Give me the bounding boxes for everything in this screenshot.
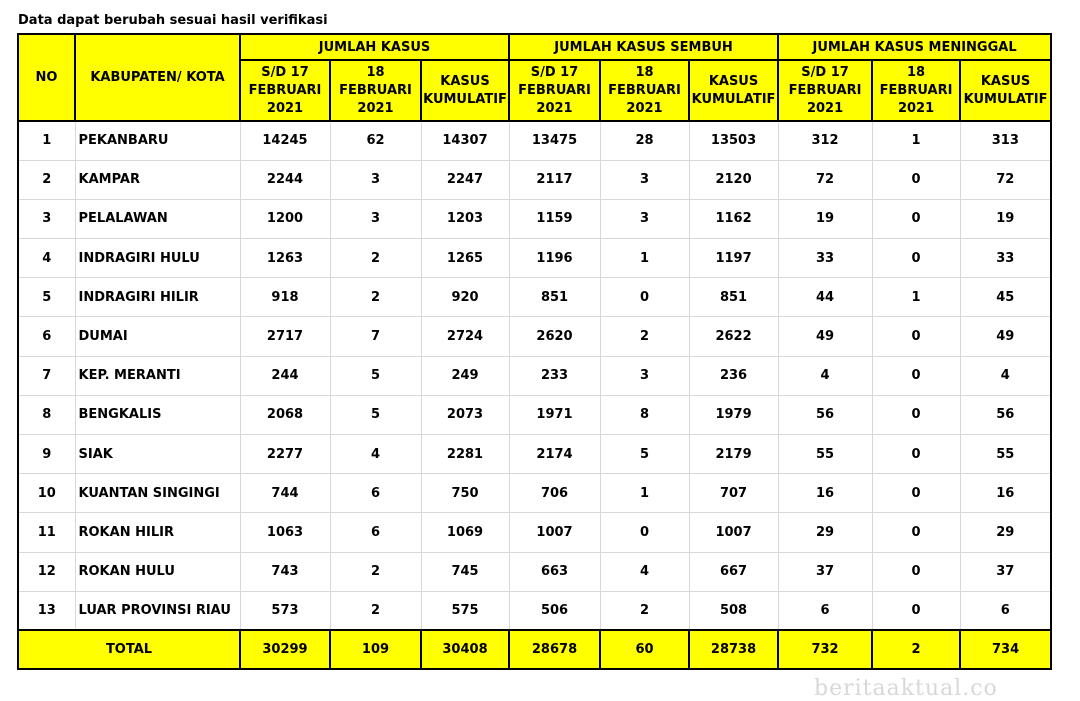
cell-value: 4 — [960, 356, 1051, 395]
cell-value: 1007 — [509, 513, 600, 552]
cell-value: 3 — [330, 199, 421, 238]
row-number: 13 — [18, 591, 75, 630]
region-name: INDRAGIRI HULU — [75, 239, 240, 278]
cell-value: 1007 — [689, 513, 778, 552]
table-header — [18, 34, 1051, 121]
table-row — [18, 160, 1051, 199]
cell-value: 0 — [872, 239, 960, 278]
cell-value: 0 — [872, 199, 960, 238]
cell-value: 236 — [689, 356, 778, 395]
table-row — [18, 395, 1051, 434]
row-number: 1 — [18, 121, 75, 160]
subheader-line: KUMULATIF — [423, 91, 507, 107]
subheader-meninggal-kumulatif — [960, 60, 1051, 121]
cell-value: 2 — [330, 239, 421, 278]
subheader-line: 2021 — [357, 100, 394, 116]
cell-value: 663 — [509, 552, 600, 591]
cell-value: 0 — [872, 591, 960, 630]
cell-value: 312 — [778, 121, 872, 160]
total-value: 28738 — [689, 630, 778, 669]
subheader-kasus-kumulatif — [421, 60, 509, 121]
subheader-sembuh-kumulatif — [689, 60, 778, 121]
cell-value: 313 — [960, 121, 1051, 160]
cell-value: 0 — [872, 160, 960, 199]
table-row — [18, 278, 1051, 317]
table-row — [18, 591, 1051, 630]
cell-value: 8 — [600, 395, 689, 434]
cell-value: 29 — [960, 513, 1051, 552]
cell-value: 16 — [778, 474, 872, 513]
cell-value: 0 — [872, 474, 960, 513]
cell-value: 14245 — [240, 121, 330, 160]
cell-value: 920 — [421, 278, 509, 317]
cell-value: 2724 — [421, 317, 509, 356]
subheader-line: FEBRUARI — [788, 82, 862, 98]
cell-value: 13503 — [689, 121, 778, 160]
table-row — [18, 552, 1051, 591]
cell-value: 6 — [330, 513, 421, 552]
subheader-meninggal-feb18 — [872, 60, 960, 121]
cell-value: 2244 — [240, 160, 330, 199]
cell-value: 2120 — [689, 160, 778, 199]
row-number: 9 — [18, 435, 75, 474]
cell-value: 0 — [872, 552, 960, 591]
table-row — [18, 435, 1051, 474]
subheader-line: KUMULATIF — [691, 91, 776, 107]
table-row — [18, 317, 1051, 356]
subheader-line: 18 — [907, 64, 926, 80]
cell-value: 5 — [330, 395, 421, 434]
cell-value: 55 — [778, 435, 872, 474]
cell-value: 49 — [960, 317, 1051, 356]
table-row — [18, 121, 1051, 160]
subheader-line: 2021 — [536, 100, 573, 116]
total-value: 2 — [872, 630, 960, 669]
cell-value: 851 — [509, 278, 600, 317]
subheader-line: KASUS — [440, 73, 490, 89]
cell-value: 4 — [778, 356, 872, 395]
cell-value: 743 — [240, 552, 330, 591]
cell-value: 1162 — [689, 199, 778, 238]
header-jumlah-kasus-meninggal: JUMLAH KASUS MENINGGAL — [778, 34, 1051, 60]
cell-value: 0 — [872, 513, 960, 552]
header-jumlah-kasus-sembuh: JUMLAH KASUS SEMBUH — [509, 34, 778, 60]
table-row — [18, 513, 1051, 552]
cell-value: 6 — [960, 591, 1051, 630]
cell-value: 0 — [872, 395, 960, 434]
cell-value: 0 — [872, 317, 960, 356]
cell-value: 1200 — [240, 199, 330, 238]
row-number: 5 — [18, 278, 75, 317]
header-kabupaten: KABUPATEN/ KOTA — [75, 34, 240, 121]
cell-value: 1196 — [509, 239, 600, 278]
cell-value: 5 — [600, 435, 689, 474]
cell-value: 851 — [689, 278, 778, 317]
cell-value: 1069 — [421, 513, 509, 552]
subheader-line: FEBRUARI — [879, 82, 953, 98]
cell-value: 45 — [960, 278, 1051, 317]
table-row — [18, 474, 1051, 513]
subheader-line: KASUS — [708, 73, 759, 89]
row-number: 10 — [18, 474, 75, 513]
cell-value: 6 — [330, 474, 421, 513]
row-number: 2 — [18, 160, 75, 199]
cell-value: 1 — [600, 474, 689, 513]
subheader-line: S/D 17 — [530, 64, 579, 80]
cell-value: 918 — [240, 278, 330, 317]
cell-value: 2068 — [240, 395, 330, 434]
region-name: DUMAI — [75, 317, 240, 356]
cell-value: 1971 — [509, 395, 600, 434]
subheader-line: KASUS — [980, 73, 1031, 89]
header-no: NO — [18, 34, 75, 121]
cell-value: 3 — [600, 160, 689, 199]
total-value: 734 — [960, 630, 1051, 669]
cell-value: 2277 — [240, 435, 330, 474]
cell-value: 2620 — [509, 317, 600, 356]
table-row — [18, 239, 1051, 278]
cell-value: 3 — [600, 356, 689, 395]
subheader-line: 2021 — [626, 100, 663, 116]
region-name: ROKAN HILIR — [75, 513, 240, 552]
cell-value: 249 — [421, 356, 509, 395]
cell-value: 1159 — [509, 199, 600, 238]
cell-value: 508 — [689, 591, 778, 630]
cell-value: 49 — [778, 317, 872, 356]
region-name: PELALAWAN — [75, 199, 240, 238]
cell-value: 1979 — [689, 395, 778, 434]
total-value: 30299 — [240, 630, 330, 669]
subheader-meninggal-sd17 — [778, 60, 872, 121]
subheader-line: 2021 — [266, 100, 304, 116]
cell-value: 573 — [240, 591, 330, 630]
cell-value: 4 — [600, 552, 689, 591]
region-name: BENGKALIS — [75, 395, 240, 434]
row-number: 6 — [18, 317, 75, 356]
cell-value: 2174 — [509, 435, 600, 474]
total-value: 30408 — [421, 630, 509, 669]
cell-value: 19 — [778, 199, 872, 238]
cell-value: 2281 — [421, 435, 509, 474]
cell-value: 19 — [960, 199, 1051, 238]
subheader-line: KUMULATIF — [963, 91, 1048, 107]
cell-value: 1 — [872, 121, 960, 160]
subheader-line: FEBRUARI — [608, 82, 681, 98]
cell-value: 44 — [778, 278, 872, 317]
cell-value: 72 — [960, 160, 1051, 199]
cell-value: 745 — [421, 552, 509, 591]
cell-value: 28 — [600, 121, 689, 160]
region-name: PEKANBARU — [75, 121, 240, 160]
cell-value: 744 — [240, 474, 330, 513]
region-name: LUAR PROVINSI RIAU — [75, 591, 240, 630]
row-number: 12 — [18, 552, 75, 591]
region-name: KUANTAN SINGINGI — [75, 474, 240, 513]
cell-value: 2 — [330, 591, 421, 630]
cell-value: 667 — [689, 552, 778, 591]
row-number: 4 — [18, 239, 75, 278]
cell-value: 55 — [960, 435, 1051, 474]
cell-value: 233 — [509, 356, 600, 395]
cell-value: 244 — [240, 356, 330, 395]
cell-value: 2117 — [509, 160, 600, 199]
row-number: 8 — [18, 395, 75, 434]
cell-value: 1265 — [421, 239, 509, 278]
cell-value: 0 — [600, 278, 689, 317]
total-row — [18, 630, 1051, 669]
cell-value: 2 — [330, 278, 421, 317]
cell-value: 33 — [778, 239, 872, 278]
cell-value: 0 — [600, 513, 689, 552]
cell-value: 3 — [600, 199, 689, 238]
cell-value: 4 — [330, 435, 421, 474]
cell-value: 72 — [778, 160, 872, 199]
cell-value: 2717 — [240, 317, 330, 356]
subheader-kasus-sd17 — [240, 60, 330, 121]
cell-value: 13475 — [509, 121, 600, 160]
cell-value: 1203 — [421, 199, 509, 238]
cell-value: 6 — [778, 591, 872, 630]
cell-value: 0 — [872, 356, 960, 395]
row-number: 11 — [18, 513, 75, 552]
cell-value: 1 — [600, 239, 689, 278]
cell-value: 506 — [509, 591, 600, 630]
cell-value: 0 — [872, 435, 960, 474]
subheader-line: 18 — [366, 64, 385, 80]
cell-value: 2 — [330, 552, 421, 591]
verification-note: Data dapat berubah sesuai hasil verifikasi — [18, 13, 328, 28]
subheader-sembuh-feb18 — [600, 60, 689, 121]
table-row — [18, 356, 1051, 395]
subheader-line: FEBRUARI — [339, 82, 412, 98]
cell-value: 37 — [778, 552, 872, 591]
region-name: KEP. MERANTI — [75, 356, 240, 395]
cell-value: 16 — [960, 474, 1051, 513]
cell-value: 33 — [960, 239, 1051, 278]
total-label: TOTAL — [18, 630, 240, 669]
cell-value: 14307 — [421, 121, 509, 160]
total-value: 60 — [600, 630, 689, 669]
header-jumlah-kasus: JUMLAH KASUS — [240, 34, 509, 60]
total-value: 109 — [330, 630, 421, 669]
region-name: INDRAGIRI HILIR — [75, 278, 240, 317]
total-value: 28678 — [509, 630, 600, 669]
subheader-line: 18 — [635, 64, 654, 80]
region-name: ROKAN HULU — [75, 552, 240, 591]
subheader-line: S/D 17 — [261, 64, 309, 80]
cell-value: 2 — [600, 591, 689, 630]
row-number: 3 — [18, 199, 75, 238]
cell-value: 575 — [421, 591, 509, 630]
subheader-line: 2021 — [897, 100, 935, 116]
subheader-sembuh-sd17 — [509, 60, 600, 121]
table-footer — [18, 630, 1051, 669]
subheader-line: FEBRUARI — [248, 82, 322, 98]
region-name: SIAK — [75, 435, 240, 474]
cell-value: 56 — [960, 395, 1051, 434]
subheader-line: FEBRUARI — [518, 82, 591, 98]
table-row — [18, 199, 1051, 238]
cell-value: 1 — [872, 278, 960, 317]
cell-value: 707 — [689, 474, 778, 513]
cell-value: 1263 — [240, 239, 330, 278]
subheader-line: 2021 — [806, 100, 844, 116]
cell-value: 750 — [421, 474, 509, 513]
cell-value: 56 — [778, 395, 872, 434]
cell-value: 5 — [330, 356, 421, 395]
cell-value: 2179 — [689, 435, 778, 474]
total-value: 732 — [778, 630, 872, 669]
subheader-line: S/D 17 — [801, 64, 849, 80]
cell-value: 29 — [778, 513, 872, 552]
cell-value: 1063 — [240, 513, 330, 552]
cell-value: 3 — [330, 160, 421, 199]
cell-value: 706 — [509, 474, 600, 513]
covid-cases-table — [17, 33, 1052, 670]
cell-value: 2247 — [421, 160, 509, 199]
subheader-kasus-feb18 — [330, 60, 421, 121]
cell-value: 2 — [600, 317, 689, 356]
cell-value: 2622 — [689, 317, 778, 356]
cell-value: 1197 — [689, 239, 778, 278]
cell-value: 2073 — [421, 395, 509, 434]
watermark: beritaaktual.co — [814, 676, 998, 701]
region-name: KAMPAR — [75, 160, 240, 199]
cell-value: 7 — [330, 317, 421, 356]
table-body — [18, 121, 1051, 630]
cell-value: 37 — [960, 552, 1051, 591]
row-number: 7 — [18, 356, 75, 395]
cell-value: 62 — [330, 121, 421, 160]
